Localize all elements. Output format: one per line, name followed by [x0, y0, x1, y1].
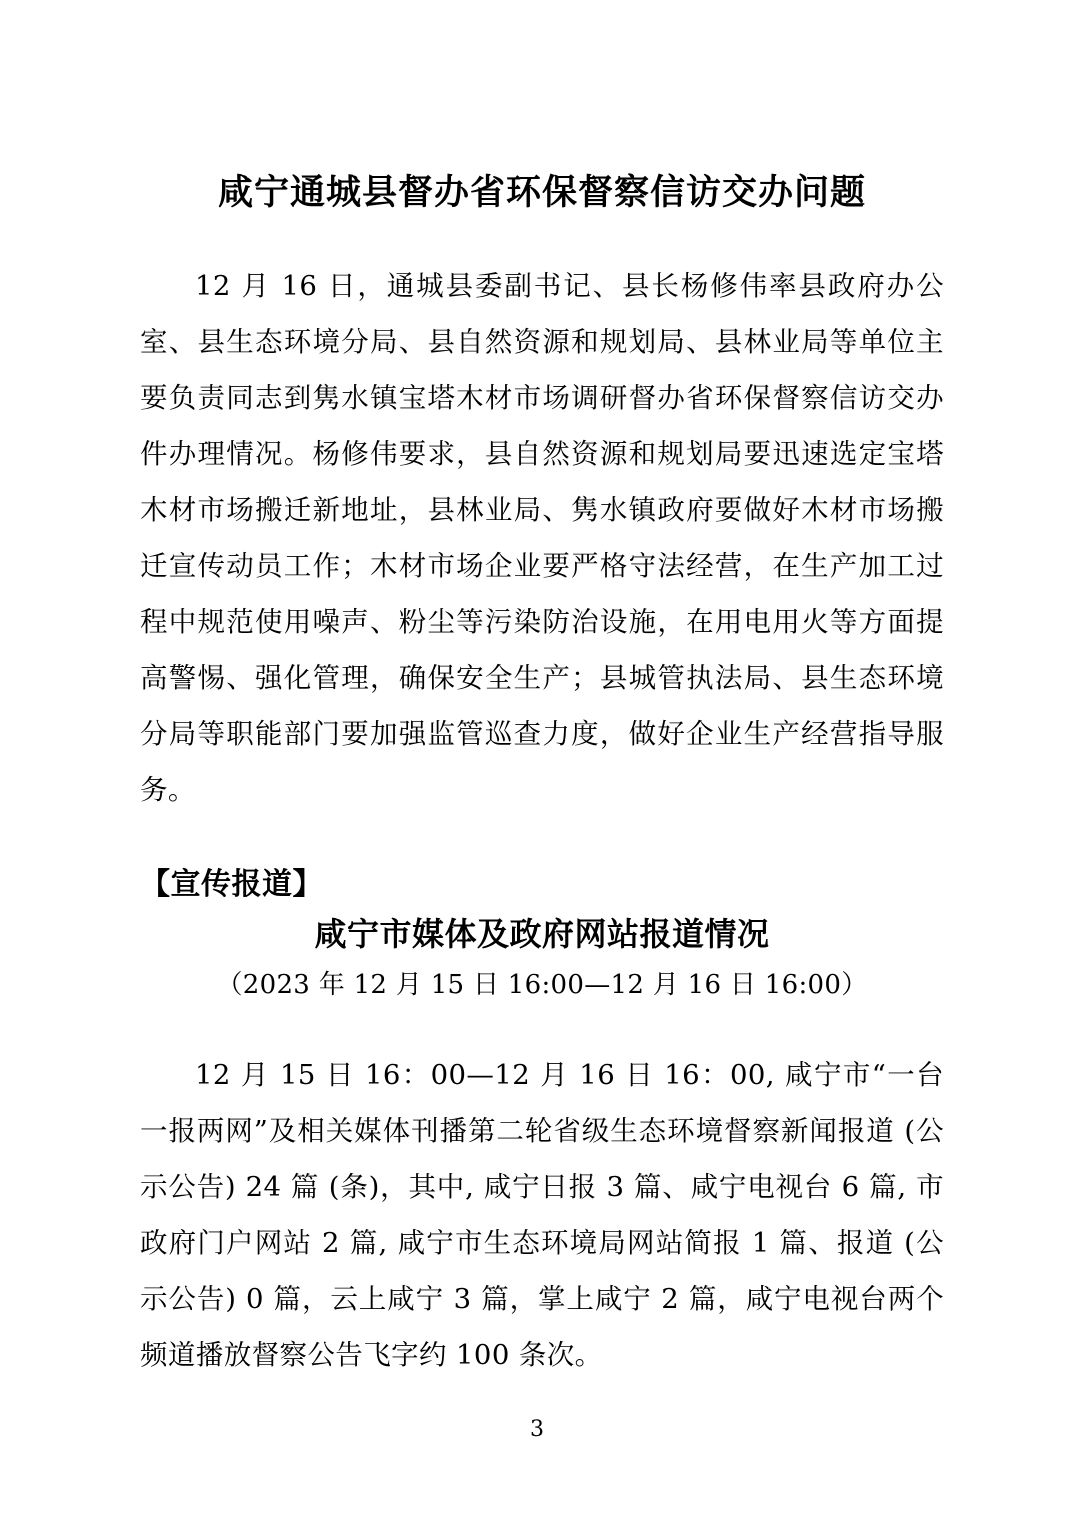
section-date-range: （2023 年 12 月 15 日 16:00—12 月 16 日 16:00） [216, 970, 868, 1001]
page-title: 咸宁通城县督办省环保督察信访交办问题 [217, 172, 866, 213]
section-label-publicity: 【宣传报道】 [140, 866, 323, 902]
section-subtitle: 咸宁市媒体及政府网站报道情况 [314, 914, 770, 953]
body-paragraph-2: 12 月 15 日 16：00—12 月 16 日 16：00, 咸宁市“一台一报两网”及相关媒体刊播第二轮省级生态环境督察新闻报道 (公示公告) 24 篇 (条)，其中, 咸宁日报 3 篇、咸宁电视台 6 篇, 市政府门户网站 2 篇, 咸宁市生态环境局网站简报 1 篇、报道 (公示公告) 0 篇，云上咸宁 3 篇，掌上咸宁 2 篇，咸宁电视台两个频道播放督察公告飞字约 100 条次。 [140, 1059, 944, 1372]
body-paragraph-1: 12 月 16 日，通城县委副书记、县长杨修伟率县政府办公室、县生态环境分局、县自然资源和规划局、县林业局等单位主要负责同志到隽水镇宝塔木材市场调研督办省环保督察信访交办件办理情况。杨修伟要求，县自然资源和规划局要迅速选定宝塔木材市场搬迁新地址，县林业局、隽水镇政府要做好木材市场搬迁宣传动员工作；木材市场企业要严格守法经营，在生产加工过程中规范使用噪声、粉尘等污染防治设施，在用电用火等方面提高警惕、强化管理，确保安全生产；县城管执法局、县生态环境分局等职能部门要加强监管巡查力度，做好企业生产经营指导服务。 [140, 269, 944, 806]
page-number: 3 [530, 1417, 544, 1442]
